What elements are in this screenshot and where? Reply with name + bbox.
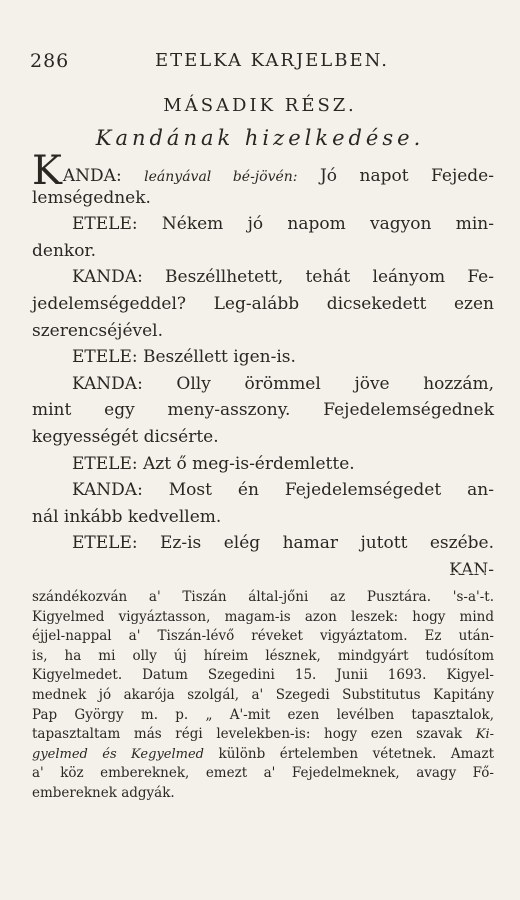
text-span: a' köz embereknek, emezt a' Fejedelmeknek, avagy Fő- <box>32 765 494 782</box>
dialogue-line <box>32 291 494 318</box>
page-number: 286 <box>30 50 70 72</box>
footnote-line <box>32 784 494 804</box>
text-span: KANDA: Olly örömmel jöve hozzám, <box>72 373 494 394</box>
text-span: is, ha mi olly új híreim lésznek, mindgyárt tudósítom <box>32 647 494 664</box>
footnote-line <box>32 706 494 726</box>
footnote-text <box>32 588 494 804</box>
text-span: kegyességét dicsérte. <box>32 426 219 447</box>
text-span: mint egy meny-asszony. Fejedelemségednek <box>32 400 494 421</box>
text-span: ETELE: Nékem jó napom vagyon min- <box>72 214 494 235</box>
text-span: Pap György m. p. „ A'-mit ezen levélben tapasztalok, <box>32 706 494 723</box>
dialogue-line <box>32 371 494 398</box>
dialogue-line <box>32 557 494 584</box>
dialogue-line <box>32 477 494 504</box>
text-span: embereknek adgyák. <box>32 784 175 801</box>
dialogue-text <box>32 148 494 584</box>
footnote-line <box>32 764 494 784</box>
dialogue-line <box>32 397 494 424</box>
text-span: KANDA: Beszéllhetett, tehát leányom Fe- <box>72 267 494 288</box>
text-span: mednek jó akarója szolgál, a' Szegedi Substitutus Kapitány <box>32 686 494 703</box>
dialogue-line <box>32 318 494 345</box>
text-span: denkor. <box>32 240 97 261</box>
text-span: különb értelemben vétetnek. Amazt <box>203 745 494 762</box>
footnote-line <box>32 666 494 686</box>
text-span: szerencséjével. <box>32 320 164 341</box>
footnote-rule <box>32 572 494 574</box>
text-span: ETELE: Azt ő meg-is-érdemlette. <box>72 453 355 474</box>
italic-span: leányával bé-jövén: <box>144 169 298 185</box>
drop-initial: K <box>32 148 62 194</box>
text-span: éjjel-nappal a' Tiszán-lévő réveket vigyáztatom. Ez után- <box>32 628 494 645</box>
dialogue-line <box>32 504 494 531</box>
dialogue-line <box>32 148 494 194</box>
text-span: ETELE: Beszéllett igen-is. <box>72 347 296 368</box>
text-span: ETELE: Ez-is elég hamar jutott eszébe. <box>72 533 494 554</box>
dialogue-line <box>32 211 494 238</box>
text-span: tapasztaltam más régi levelekben-is: hogy ezen szavak <box>32 726 476 743</box>
text-span: Kigyelmed vigyáztasson, magam-is azon leszek: hogy mind <box>32 608 494 625</box>
dialogue-line <box>32 264 494 291</box>
footnote-line <box>32 588 494 608</box>
footnote-line <box>32 745 494 765</box>
dialogue-line <box>32 185 494 212</box>
text-span: szándékozván a' Tiszán által-jőni az Pusztára. 's-a'-t. <box>32 589 494 605</box>
running-title: ETELKA KARJELBEN. <box>155 50 389 71</box>
text-span: nál inkább kedvellem. <box>32 506 222 527</box>
italic-span: gyelmed és Kegyelmed <box>32 746 204 762</box>
text-span: lemségednek. <box>32 187 151 208</box>
dialogue-line <box>32 451 494 478</box>
footnote-line <box>32 686 494 706</box>
footnote-line <box>32 608 494 628</box>
text-span: Jó napot Fejede- <box>297 166 494 186</box>
text-span: Kigyelmedet. Datum Szegedini 15. Junii 1693. Kigyel- <box>32 667 494 684</box>
text-span: KAN- <box>449 559 494 580</box>
footnote-line <box>32 647 494 667</box>
text-span: ANDA: <box>62 166 145 186</box>
text-span: KANDA: Most én Fejedelemségedet an- <box>72 480 494 501</box>
page-header <box>30 50 490 80</box>
footnote-line <box>32 725 494 745</box>
text-span: jedelemségeddel? Leg-alább dicsekedett ezen <box>32 293 494 314</box>
dialogue-line <box>32 530 494 557</box>
part-heading: MÁSADIK RÉSZ. <box>163 95 357 116</box>
footnote-line <box>32 627 494 647</box>
dialogue-line <box>32 424 494 451</box>
italic-span: Ki- <box>475 727 494 743</box>
scene-title: Kandának hizelkedése. <box>95 126 425 150</box>
dialogue-line <box>32 344 494 371</box>
dialogue-line <box>32 238 494 265</box>
